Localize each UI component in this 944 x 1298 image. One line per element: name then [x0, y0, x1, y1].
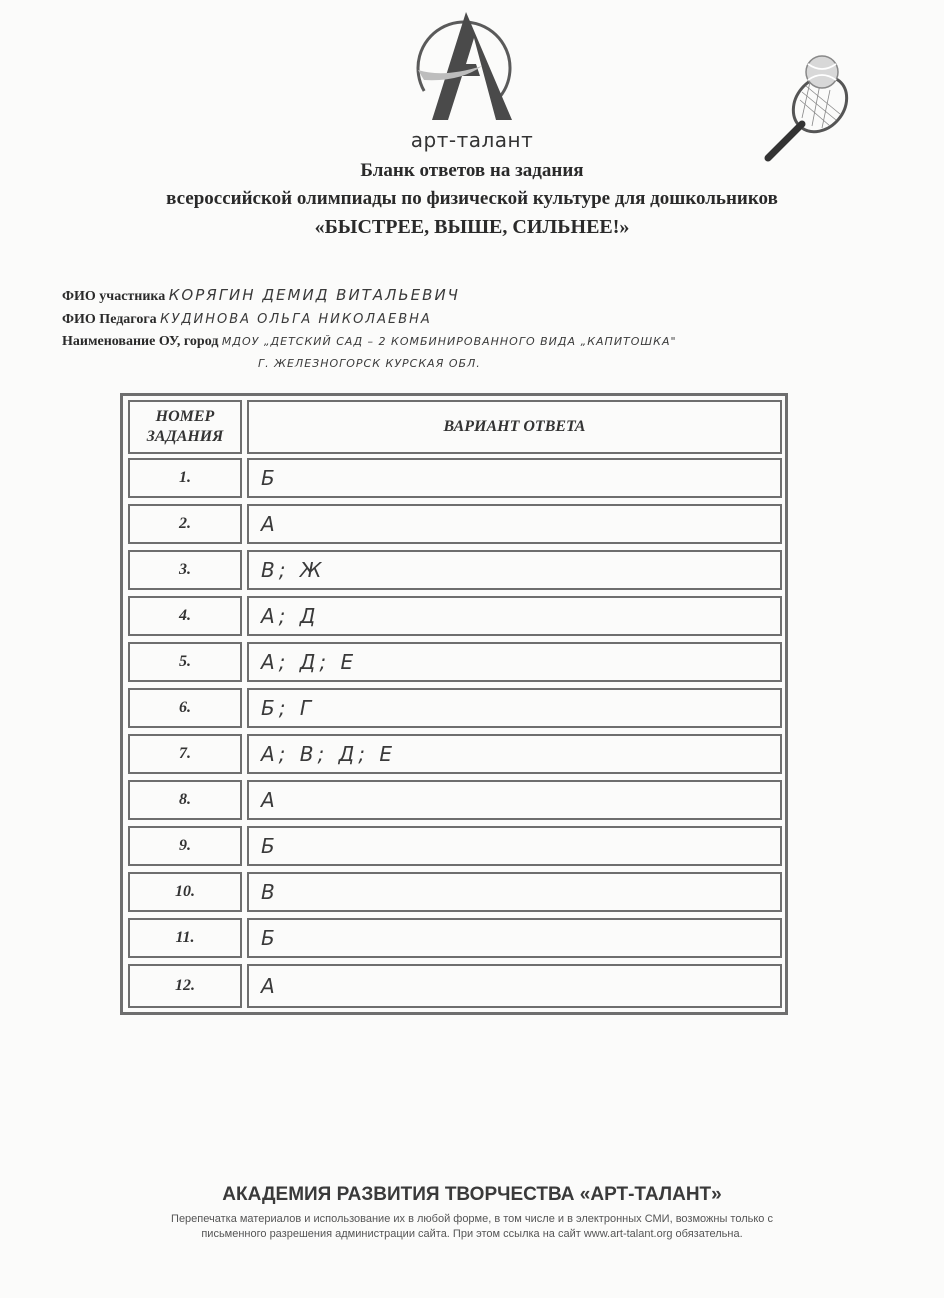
task-number-header-line2: ЗАДАНИЯ: [146, 428, 224, 445]
task-number: 6.: [128, 688, 242, 728]
participant-value: КОРЯГИН ДЕМИД ВИТАЛЬЕВИЧ: [168, 286, 460, 304]
task-answer: Б: [247, 918, 782, 958]
table-row: [123, 872, 785, 912]
table-row: [123, 550, 785, 590]
task-answer: А: [247, 504, 782, 544]
participant-label: ФИО участника: [62, 289, 166, 304]
task-number: 10.: [128, 872, 242, 912]
copyright-note: [80, 1212, 864, 1242]
organization-value-line1: МДОУ „ДЕТСКИЙ САД – 2 КОМБИНИРОВАННОГО ВИДА „КАПИТОШКА": [221, 335, 677, 348]
task-number: 12.: [128, 964, 242, 1008]
task-number: 9.: [128, 826, 242, 866]
teacher-value: КУДИНОВА ОЛЬГА НИКОЛАЕВНА: [160, 312, 432, 327]
tennis-racket-icon: [758, 52, 858, 164]
organization-label: Наименование ОУ, город: [62, 334, 219, 349]
table-row: [123, 504, 785, 544]
task-answer: А: [247, 780, 782, 820]
task-answer: В: [247, 872, 782, 912]
teacher-label: ФИО Педагога: [62, 312, 157, 327]
answer-header: ВАРИАНТ ОТВЕТА: [247, 400, 782, 454]
olympiad-motto: «БЫСТРЕЕ, ВЫШЕ, СИЛЬНЕЕ!»: [314, 216, 630, 238]
table-row: [123, 642, 785, 682]
task-answer: Б; Г: [247, 688, 782, 728]
organization-value-line2-wrap: [258, 356, 481, 372]
task-number: 8.: [128, 780, 242, 820]
copyright-note-line1: Перепечатка материалов и использование их в любой форме, в том числе и в электронных СМИ, возможны только с: [171, 1213, 773, 1225]
organization-field: [62, 334, 677, 350]
answers-table: [120, 393, 788, 1015]
participant-field: [62, 286, 460, 305]
organization-value-line2: Г. ЖЕЛЕЗНОГОРСК КУРСКАЯ ОБЛ.: [258, 357, 481, 370]
task-answer: В; Ж: [247, 550, 782, 590]
form-title: Бланк ответов на задания: [360, 160, 584, 181]
task-number: 1.: [128, 458, 242, 498]
table-header-row: [123, 400, 785, 454]
table-row: [123, 458, 785, 498]
task-number: 2.: [128, 504, 242, 544]
task-answer: А; Д: [247, 596, 782, 636]
table-row: [123, 688, 785, 728]
task-number: 7.: [128, 734, 242, 774]
task-answer: А: [247, 964, 782, 1008]
academy-footer-title: АКАДЕМИЯ РАЗВИТИЯ ТВОРЧЕСТВА «АРТ-ТАЛАНТ»: [222, 1184, 722, 1205]
task-answer: Б: [247, 458, 782, 498]
table-row: [123, 918, 785, 958]
task-number-header-line1: НОМЕР: [155, 408, 215, 425]
task-answer: Б: [247, 826, 782, 866]
brand-name: арт-талант: [410, 128, 534, 152]
table-row: [123, 964, 785, 1008]
task-number: 4.: [128, 596, 242, 636]
art-talant-logo-icon: [404, 8, 524, 128]
task-number-header: [128, 400, 242, 454]
task-answer: А; В; Д; Е: [247, 734, 782, 774]
task-answer: А; Д; Е: [247, 642, 782, 682]
task-number: 5.: [128, 642, 242, 682]
table-row: [123, 734, 785, 774]
teacher-field: [62, 312, 432, 328]
copyright-note-line2: письменного разрешения администрации сайта. При этом ссылка на сайт www.art-talant.org обязательна.: [201, 1228, 743, 1240]
task-number: 11.: [128, 918, 242, 958]
table-row: [123, 780, 785, 820]
task-number: 3.: [128, 550, 242, 590]
olympiad-subtitle: всероссийской олимпиады по физической культуре для дошкольников: [166, 188, 778, 209]
table-row: [123, 596, 785, 636]
table-row: [123, 826, 785, 866]
